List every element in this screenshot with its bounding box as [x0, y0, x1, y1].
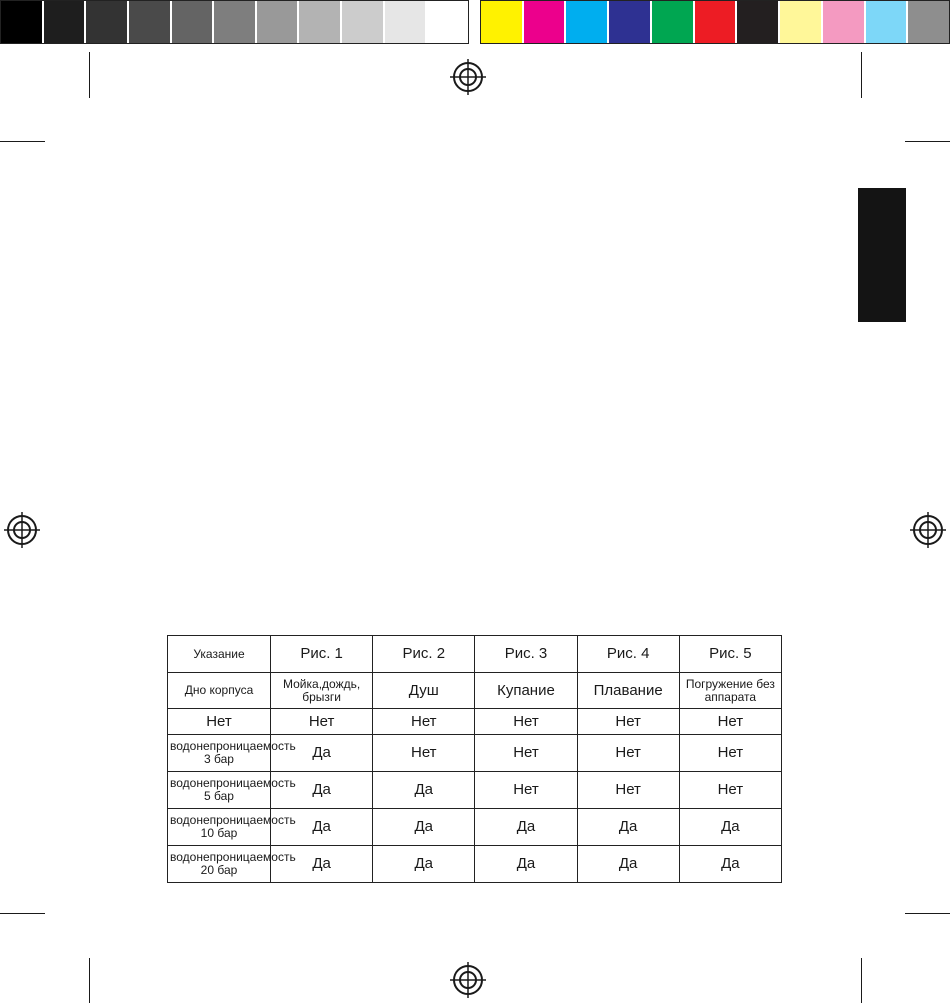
gray-swatch	[427, 1, 468, 43]
table-cell: Нет	[475, 735, 577, 772]
color-calibration-bar	[480, 0, 950, 44]
subheader-cell: Купание	[475, 673, 577, 709]
crop-mark	[861, 958, 862, 1003]
color-swatch	[737, 1, 780, 43]
table-cell: водонепроницаемость 3 бар	[168, 735, 271, 772]
subheader-cell: Дно корпуса	[168, 673, 271, 709]
table-cell: Да	[679, 809, 781, 846]
table-cell: Нет	[679, 772, 781, 809]
header-cell: Рис. 1	[271, 636, 373, 673]
table-cell: Нет	[679, 735, 781, 772]
color-swatch	[695, 1, 738, 43]
color-swatch	[566, 1, 609, 43]
crosshair-target-icon	[908, 510, 948, 550]
color-swatch	[481, 1, 524, 43]
table-cell: Да	[271, 809, 373, 846]
table-cell: Да	[271, 772, 373, 809]
grayscale-calibration-bar	[0, 0, 469, 44]
subheader-cell: Душ	[373, 673, 475, 709]
gray-swatch	[214, 1, 257, 43]
header-cell: Рис. 4	[577, 636, 679, 673]
table-cell: Да	[577, 809, 679, 846]
table-cell: Да	[373, 809, 475, 846]
table-subheader-row	[168, 673, 782, 709]
crop-mark	[0, 913, 45, 914]
gray-swatch	[1, 1, 44, 43]
table-cell: Да	[679, 846, 781, 883]
crop-mark	[861, 52, 862, 98]
subheader-cell: Мойка,дождь, брызги	[271, 673, 373, 709]
gray-swatch	[342, 1, 385, 43]
section-thumb-tab	[858, 188, 906, 322]
table-cell: Да	[475, 846, 577, 883]
header-cell: Рис. 3	[475, 636, 577, 673]
table-row	[168, 809, 782, 846]
table-row	[168, 735, 782, 772]
table-cell: Нет	[373, 735, 475, 772]
table-cell: Да	[577, 846, 679, 883]
subheader-cell: Плавание	[577, 673, 679, 709]
table-cell: Да	[373, 846, 475, 883]
gray-swatch	[129, 1, 172, 43]
table-cell: водонепроницаемость 5 бар	[168, 772, 271, 809]
table-cell: Нет	[168, 709, 271, 735]
gray-swatch	[257, 1, 300, 43]
color-swatch	[866, 1, 909, 43]
color-swatch	[524, 1, 567, 43]
crop-mark	[905, 141, 950, 142]
table-cell: Нет	[271, 709, 373, 735]
table-cell: Нет	[475, 709, 577, 735]
table-header-row	[168, 636, 782, 673]
header-cell: Указание	[168, 636, 271, 673]
crosshair-target-icon	[2, 510, 42, 550]
color-swatch	[823, 1, 866, 43]
gray-swatch	[299, 1, 342, 43]
table-cell: Нет	[577, 772, 679, 809]
crop-mark	[89, 52, 90, 98]
table-row	[168, 772, 782, 809]
table-cell: Да	[271, 846, 373, 883]
table-row	[168, 846, 782, 883]
table-cell: Нет	[679, 709, 781, 735]
table-cell: Да	[373, 772, 475, 809]
gray-swatch	[86, 1, 129, 43]
table-cell: Да	[271, 735, 373, 772]
table-cell: водонепроницаемость 10 бар	[168, 809, 271, 846]
table-cell: Нет	[475, 772, 577, 809]
header-cell: Рис. 5	[679, 636, 781, 673]
color-swatch	[652, 1, 695, 43]
color-swatch	[609, 1, 652, 43]
table-cell: Нет	[577, 735, 679, 772]
table-cell: Нет	[373, 709, 475, 735]
table-cell: Да	[475, 809, 577, 846]
water-resistance-table	[167, 635, 782, 883]
color-swatch	[780, 1, 823, 43]
gray-swatch	[44, 1, 87, 43]
color-swatch	[908, 1, 949, 43]
subheader-cell: Погружение без аппарата	[679, 673, 781, 709]
crosshair-target-icon	[448, 960, 488, 1000]
gray-swatch	[172, 1, 215, 43]
gray-swatch	[385, 1, 428, 43]
crosshair-target-icon	[448, 57, 488, 97]
header-cell: Рис. 2	[373, 636, 475, 673]
crop-mark	[0, 141, 45, 142]
crop-mark	[905, 913, 950, 914]
table-cell: Нет	[577, 709, 679, 735]
crop-mark	[89, 958, 90, 1003]
table-row	[168, 709, 782, 735]
table-cell: водонепроницаемость 20 бар	[168, 846, 271, 883]
